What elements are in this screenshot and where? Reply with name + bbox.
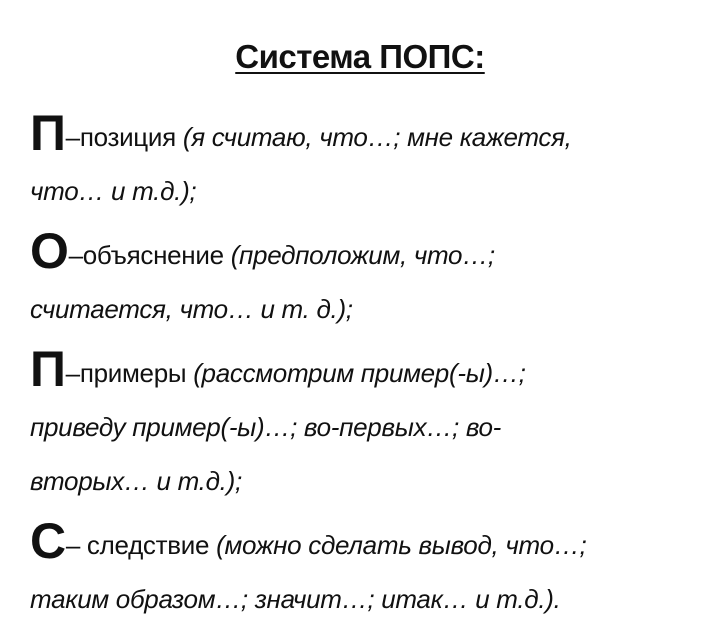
page-title: Система ПОПС: — [235, 38, 485, 75]
item-examples-continued: что… и т.д.); — [30, 176, 197, 206]
item-examples-continued: вторых… и т.д.); — [30, 466, 242, 496]
item-examples-continued: считается, что… и т. д.); — [30, 294, 353, 324]
item-dash: – — [68, 240, 83, 270]
item-line — [30, 105, 710, 164]
item-examples: (я считаю, что…; мне кажется, — [182, 122, 572, 152]
item-examples-continued: таким образом…; значит…; итак… и т.д.). — [30, 584, 561, 614]
item-dash: – — [65, 530, 87, 560]
item-term: следствие — [86, 530, 210, 560]
item-term: объяснение — [82, 240, 224, 270]
item-examples-continued: приведу пример(-ы)…; во-первых…; во- — [30, 412, 502, 442]
item-term: примеры — [79, 358, 187, 388]
item-examples: (рассмотрим пример(-ы)…; — [193, 358, 526, 388]
pops-item-position — [30, 105, 710, 218]
item-dash: – — [65, 122, 80, 152]
pops-item-explanation — [30, 223, 710, 336]
item-examples: (предположим, что…; — [230, 240, 495, 270]
item-letter: П — [30, 105, 66, 161]
item-line — [30, 341, 710, 400]
item-letter: С — [30, 513, 66, 569]
item-term: позиция — [79, 122, 176, 152]
item-dash: – — [65, 358, 80, 388]
item-examples: (можно сделать вывод, что…; — [216, 530, 587, 560]
pops-item-examples — [30, 341, 710, 508]
item-line — [30, 513, 710, 572]
item-letter: П — [30, 341, 66, 397]
pops-list — [30, 105, 710, 634]
item-line — [30, 223, 710, 282]
pops-item-consequence — [30, 513, 710, 626]
item-letter: О — [30, 223, 69, 279]
